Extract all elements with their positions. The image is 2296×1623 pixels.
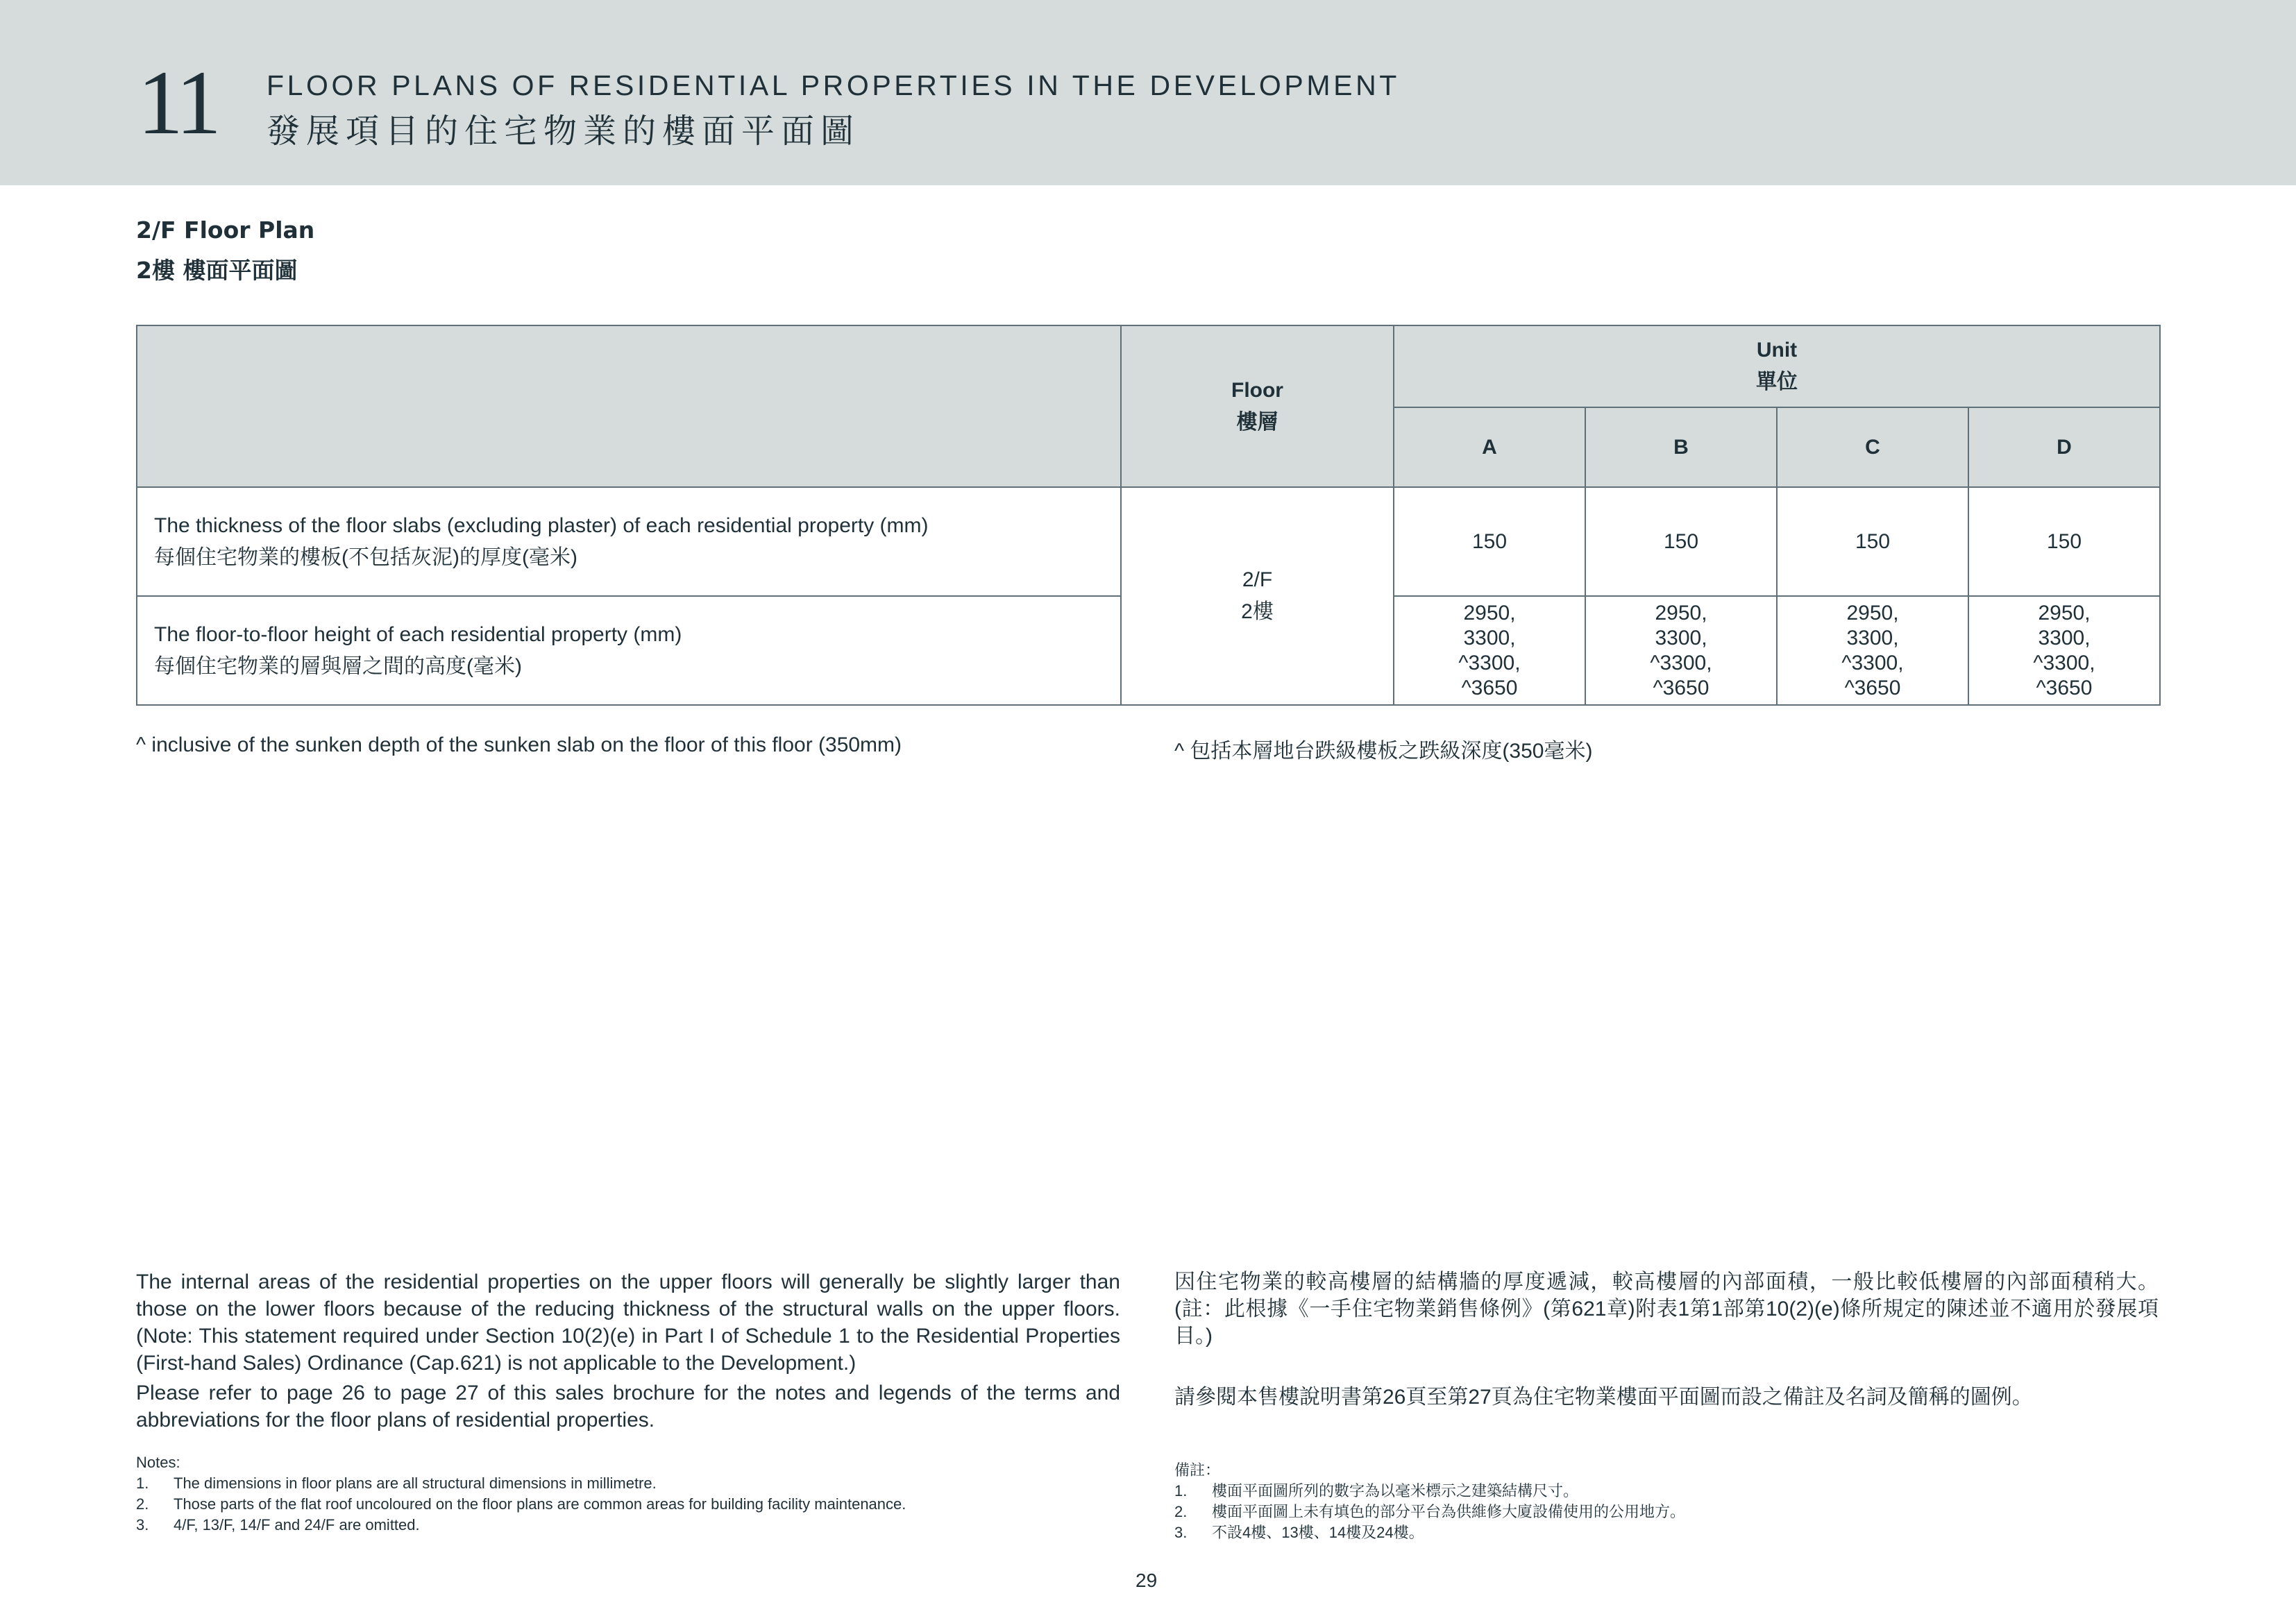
note-number: 2. — [1174, 1503, 1188, 1520]
floor-height-c — [1777, 596, 1968, 705]
unit-a-header: A — [1394, 407, 1585, 487]
chapter-title-zh: 發展項目的住宅物業的樓面平面圖 — [267, 112, 861, 151]
table-header-row — [137, 325, 2160, 407]
height-value: ^3300, — [1650, 651, 1712, 674]
plan-title-zh: 2樓 樓面平面圖 — [136, 257, 298, 284]
slab-thickness-label-en: The thickness of the floor slabs (excluding plaster) of each residential property (mm) — [154, 513, 929, 537]
chapter-header-band — [0, 0, 2296, 185]
unit-c-header: C — [1777, 407, 1968, 487]
height-value: ^3650 — [2036, 676, 2093, 699]
note-number: 3. — [1174, 1524, 1188, 1541]
height-value: 3300, — [2038, 626, 2091, 649]
floor-value-zh: 2樓 — [1241, 600, 1274, 623]
list-item — [1174, 1481, 2160, 1502]
floor-height-d — [1968, 596, 2160, 705]
slab-thickness-d: 150 — [1968, 487, 2160, 596]
floor-height-label-en: The floor-to-floor height of each residential property (mm) — [154, 622, 682, 646]
list-item — [136, 1515, 1122, 1536]
note-number: 1. — [1174, 1482, 1188, 1499]
height-value: ^3650 — [1461, 676, 1518, 699]
plan-title-en: 2/F Floor Plan — [136, 216, 315, 244]
height-value: 2950, — [1655, 601, 1707, 624]
list-item — [1174, 1502, 2160, 1522]
slab-thickness-label — [137, 487, 1121, 596]
note-text: 樓面平面圖上未有填色的部分平台為供維修大廈設備使用的公用地方。 — [1212, 1503, 1686, 1520]
list-item — [1174, 1522, 2160, 1543]
note-number: 2. — [136, 1495, 149, 1513]
floor-header-cell — [1121, 325, 1394, 487]
notes-zh — [1174, 1460, 2160, 1543]
floor-height-a — [1394, 596, 1585, 705]
page-number: 29 — [1136, 1570, 1158, 1591]
height-value: 2950, — [1463, 601, 1516, 624]
unit-b-header: B — [1585, 407, 1777, 487]
height-value: 3300, — [1846, 626, 1899, 649]
height-value: ^3650 — [1653, 676, 1710, 699]
chapter-number: 11 — [137, 51, 218, 153]
unit-d-header: D — [1968, 407, 2160, 487]
note-number: 3. — [136, 1516, 149, 1533]
notes-heading-en: Notes: — [136, 1454, 180, 1471]
list-item — [136, 1494, 1122, 1515]
chapter-title-en: FLOOR PLANS OF RESIDENTIAL PROPERTIES IN THE DEVELOPMENT — [267, 69, 1400, 101]
floor-value-cell — [1121, 487, 1394, 705]
note-text: The dimensions in floor plans are all structural dimensions in millimetre. — [174, 1475, 657, 1492]
height-value: ^3300, — [1841, 651, 1904, 674]
floor-spec-table — [136, 325, 2161, 706]
height-value: ^3300, — [2033, 651, 2095, 674]
refer-pages-statement-zh: 請參閱本售樓說明書第26頁至第27頁為住宅物業樓面平面圖而設之備註及名詞及簡稱的圖例。 — [1174, 1386, 2033, 1409]
table-row — [137, 487, 2160, 596]
slab-thickness-b: 150 — [1585, 487, 1777, 596]
internal-area-statement-zh: 因住宅物業的較高樓層的結構牆的厚度遞減，較高樓層的內部面積，一般比較低樓層的內部面積稍大。(註：此根據《一手住宅物業銷售條例》(第621章)附表1第1部第10(2)(e)條所規定的陳述並不適用於發展項目。) — [1174, 1271, 2159, 1348]
height-value: ^3300, — [1458, 651, 1521, 674]
table-footnote-en: ^ inclusive of the sunken depth of the sunken slab on the floor of this floor (350mm) — [136, 733, 902, 756]
note-text: 4/F, 13/F, 14/F and 24/F are omitted. — [174, 1516, 420, 1533]
slab-thickness-a: 150 — [1394, 487, 1585, 596]
notes-en — [136, 1452, 1122, 1536]
floor-height-b — [1585, 596, 1777, 705]
note-number: 1. — [136, 1475, 149, 1492]
blank-header-cell — [137, 325, 1121, 487]
unit-header-zh: 單位 — [1756, 371, 1798, 393]
height-value: 3300, — [1655, 626, 1707, 649]
table-footnote-zh: ^ 包括本層地台跌級樓板之跌級深度(350毫米) — [1174, 740, 1593, 763]
internal-area-statement-en: The internal areas of the residential properties on the upper floors will generally be slightly larger than those on the lower floors because of the reducing thickness of the structural walls on the upper floors. (Note: This statement required under Section 10(2)(e) in Part I of Schedule 1 to the Residential Properties (First-hand Sales) Ordinance (Cap.621) is not applicable to the Development.) — [136, 1271, 1120, 1375]
slab-thickness-c: 150 — [1777, 487, 1968, 596]
floor-header-zh: 樓層 — [1236, 410, 1278, 434]
height-value: 2950, — [2038, 601, 2091, 624]
note-text: 樓面平面圖所列的數字為以毫米標示之建築結構尺寸。 — [1212, 1482, 1579, 1499]
height-value: ^3650 — [1844, 676, 1901, 699]
slab-thickness-label-zh: 每個住宅物業的樓板(不包括灰泥)的厚度(毫米) — [154, 545, 577, 569]
list-item — [136, 1473, 1122, 1494]
height-value: 3300, — [1463, 626, 1516, 649]
floor-height-label-zh: 每個住宅物業的層與層之間的高度(毫米) — [154, 654, 522, 678]
notes-heading-zh: 備註： — [1174, 1461, 1221, 1479]
unit-header-cell — [1394, 325, 2160, 407]
floor-header-en: Floor — [1231, 378, 1283, 402]
note-text: 不設4樓、13樓、14樓及24樓。 — [1212, 1524, 1424, 1541]
height-value: 2950, — [1846, 601, 1899, 624]
floor-value-en: 2/F — [1242, 568, 1273, 591]
refer-pages-statement-en: Please refer to page 26 to page 27 of this sales brochure for the notes and legends of the terms and abbreviations for the floor plans of residential properties. — [136, 1382, 1120, 1431]
unit-header-en: Unit — [1756, 339, 1798, 362]
note-text: Those parts of the flat roof uncoloured on the floor plans are common areas for building facility maintenance. — [174, 1495, 906, 1513]
floor-height-label — [137, 596, 1121, 705]
